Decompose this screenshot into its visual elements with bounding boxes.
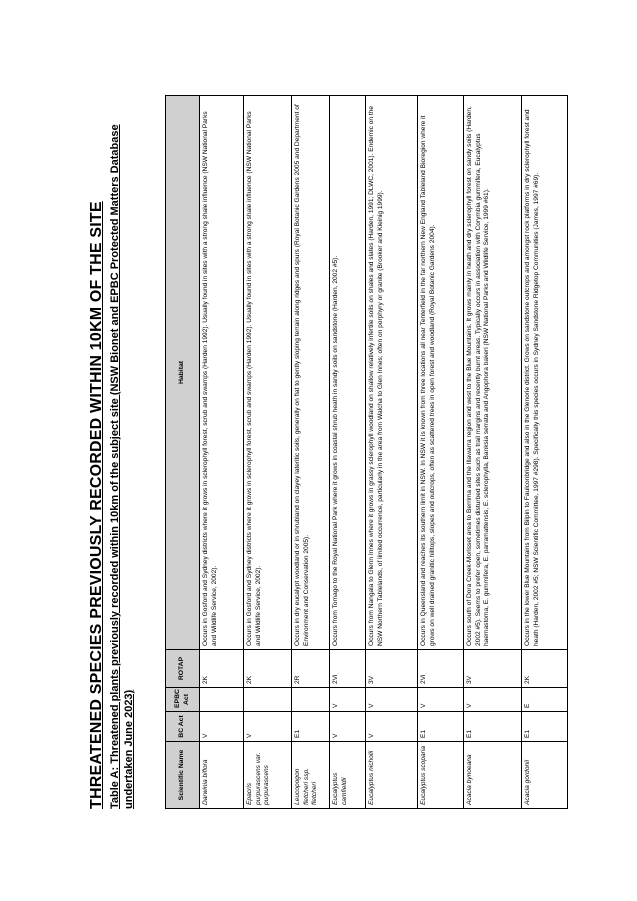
rotap-code: 2R — [292, 650, 330, 688]
species-name: Eucalyptus nicholii — [366, 742, 418, 809]
bc-act-status: V — [330, 712, 366, 742]
species-name: Leucopogon fletcheri ssp. fletcheri — [292, 742, 330, 809]
threatened-plants-table — [165, 95, 568, 809]
epbc-act-status: E — [522, 688, 568, 712]
bc-act-status: E1 — [522, 712, 568, 742]
habitat-text: Occurs in the lower Blue Mountains from Bilpin to Faulconbridge and also in the Glenorie district. Grows on sandstone outcrops and amongst rock platforms in dry sclerophyll forest and heath (Harden, 2002 #5; NSW Scientific Committee, 1997 #298). Specifically this species occurs in Sydney Sandstone Ridgetop Communities (James, 1997 #69). — [522, 96, 568, 650]
table-caption: Table A: Threatened plants previously recorded within 10km of the subject site (NSW Bionet and EPBC Protected Matters Database undertaken June 2023) — [109, 124, 135, 809]
species-name: Epacris purpurascens var. purpurascens — [244, 742, 292, 809]
bc-act-status: E1 — [464, 712, 522, 742]
rotap-code: 2Vi — [330, 650, 366, 688]
table-row — [366, 96, 418, 809]
species-name: Darwinia biflora — [200, 742, 244, 809]
epbc-act-status: V — [418, 688, 464, 712]
rotap-code: 2K — [522, 650, 568, 688]
rotap-code: 3V — [464, 650, 522, 688]
table-row — [522, 96, 568, 809]
habitat-text: Occurs in Queensland and reaches its southern limit in NSW. In NSW it is known from three locations all near Tenterfield in the far northern New England Tableland Bioregion where it grows on well drained granitic hilltops, slopes and outcrops, often as scattered trees in open forest and woodland (Royal Botanic Gardens 2004). — [418, 96, 464, 650]
header-bc-act: BC Act — [166, 712, 200, 742]
rotap-code: 3V — [366, 650, 418, 688]
table-row — [464, 96, 522, 809]
header-rotap: ROTAP — [166, 650, 200, 688]
rotap-code: 2K — [200, 650, 244, 688]
page-title: THREATENED SPECIES PREVIOUSLY RECORDED WITHIN 10KM OF THE SITE — [88, 201, 105, 809]
species-name: Acacia bynoeana — [464, 742, 522, 809]
bc-act-status: V — [366, 712, 418, 742]
bc-act-status: V — [200, 712, 244, 742]
habitat-text: Occurs from Nangala to Glenn Innes where it grows in grassy sclerophyll woodland on shallow relatively infertile soils on shales and slates (Harden, 1991; DLWC, 2001). Endemic on the NSW Northern Tablelands, of limited occurrence, particularly in the area from Walcha to Glen Innes; often on porphyry or granite (Brooker and Kleinig 1999). — [366, 96, 418, 650]
epbc-act-status — [292, 688, 330, 712]
bc-act-status: E1 — [418, 712, 464, 742]
rotap-code: 2K — [244, 650, 292, 688]
habitat-text: Occurs from Tomago to the Royal National Park where it grows in coastal shrub heath in sandy soils on sandstone (Harden, 2002 #5). — [330, 96, 366, 650]
species-name: Acacia gordonii — [522, 742, 568, 809]
bc-act-status: V — [244, 712, 292, 742]
table-row — [330, 96, 366, 809]
epbc-act-status: V — [464, 688, 522, 712]
rotap-code: 2Vi — [418, 650, 464, 688]
table-header-row — [166, 96, 200, 809]
table-row — [244, 96, 292, 809]
habitat-text: Occurs in dry eucalypt woodland or in shrubland on clayey lateritic soils, generally on flat to gently sloping terrain along ridges and spurs (Royal Botanic Gardens 2005 and Department of Environment and Conservation 2005). — [292, 96, 330, 650]
species-name: Eucalyptus scoparia — [418, 742, 464, 809]
epbc-act-status: V — [366, 688, 418, 712]
epbc-act-status: V — [330, 688, 366, 712]
epbc-act-status — [200, 688, 244, 712]
habitat-text: Occurs south of Dora Creek-Morisset area to Berrima and the Illawarra region and west to the Blue Mountains. It grows mainly in heath and dry sclerophyll forest on sandy soils (Harden, 2002 #5). Seems to prefer open, sometimes disturbed sites such as trail margins and recently burnt areas. Typically occurs in association with Corymbia gummifera, Eucalyptus haemastoma, E. gummifera, E. parramattensis, E. sclerophylla, Banksia serrata and Angophora bakeri (NSW National Parks and Wildlife Service, 1999 #61). — [464, 96, 522, 650]
header-habitat: Habitat — [166, 96, 200, 650]
species-name: Eucalyptus camfieldii — [330, 742, 366, 809]
epbc-act-status — [244, 688, 292, 712]
bc-act-status: E1 — [292, 712, 330, 742]
habitat-text: Occurs in Gosford and Sydney districts where it grows in sclerophyll forest, scrub and swamps (Harden 1992). Usually found in sites with a strong shale influence (NSW National Parks and Wildlife Service, 2002). — [244, 96, 292, 650]
table-row — [292, 96, 330, 809]
table-row — [418, 96, 464, 809]
habitat-text: Occurs in Gosford and Sydney districts where it grows in sclerophyll forest, scrub and swamps (Harden 1992). Usually found in sites with a strong shale influence (NSW National Parks and Wildlife Service, 2002). — [200, 96, 244, 650]
table-row — [200, 96, 244, 809]
header-epbc-act: EPBC Act — [166, 688, 200, 712]
header-scientific-name: Scientific Name — [166, 742, 200, 809]
